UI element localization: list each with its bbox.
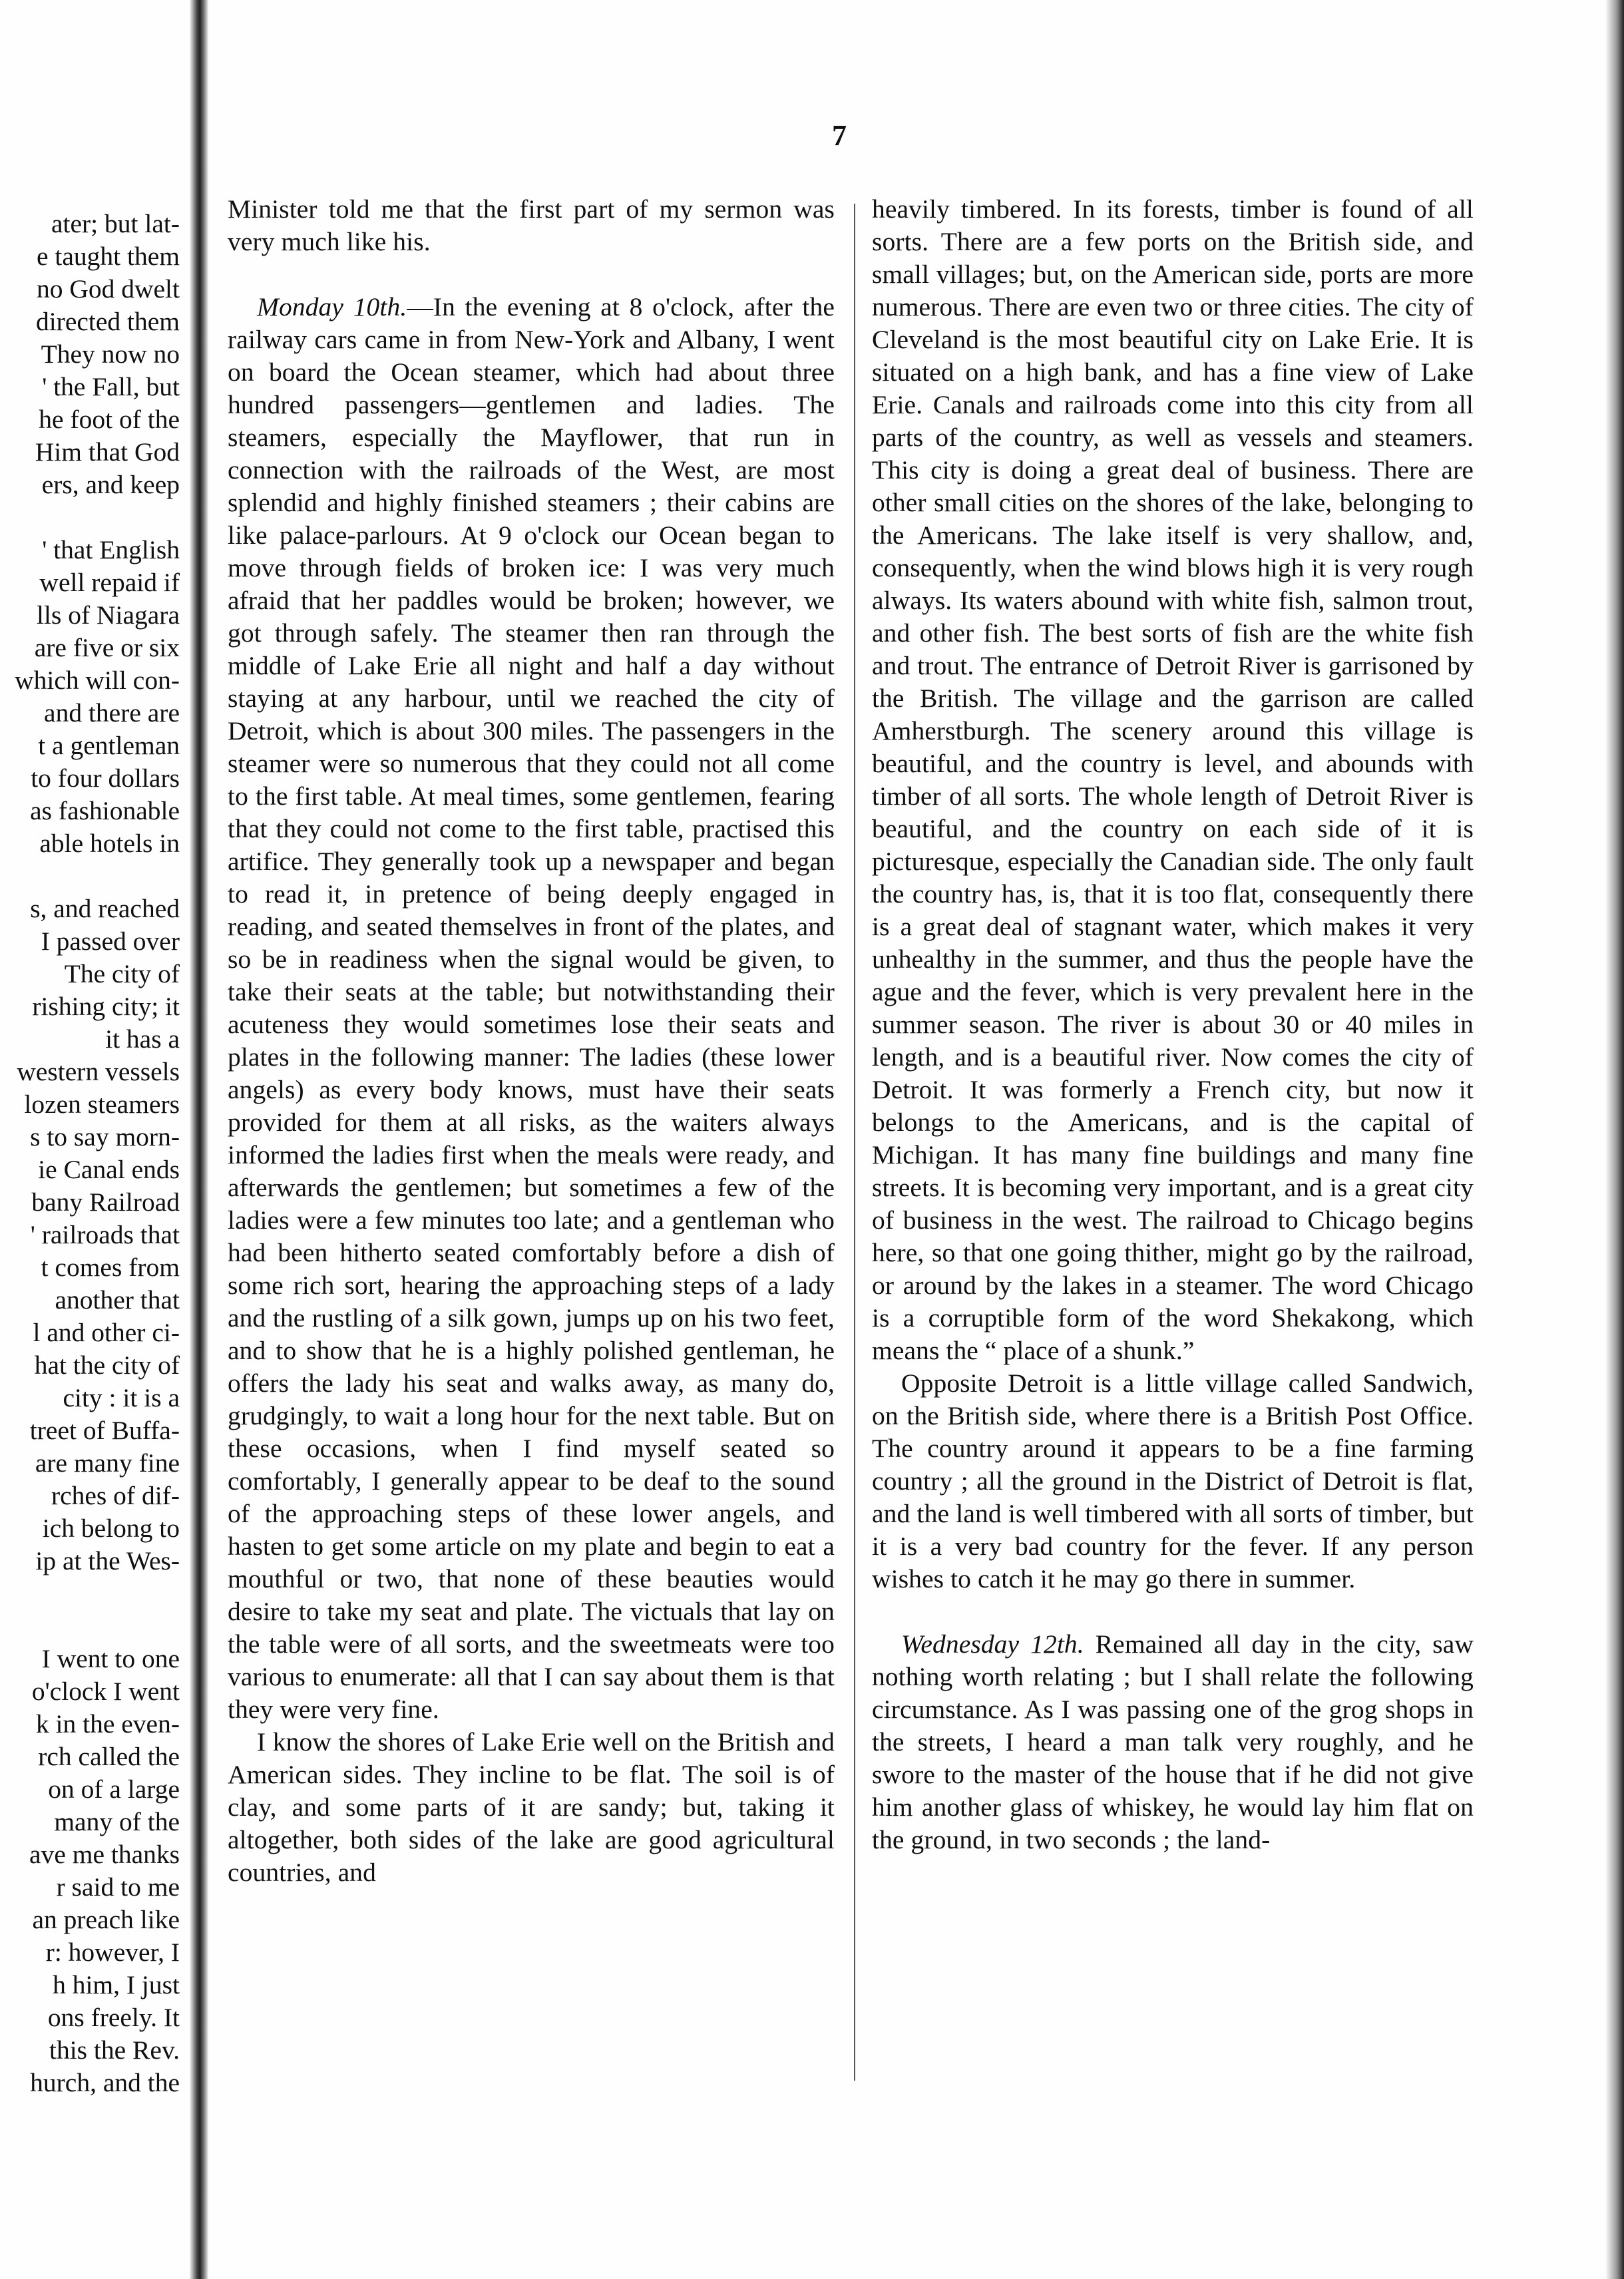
fragment-line: s to say morn- <box>30 1122 180 1151</box>
right-text-column <box>872 193 1474 1856</box>
left-text-column <box>228 193 835 1889</box>
fragment-line: an preach like <box>32 1905 180 1934</box>
blank-line <box>0 860 180 893</box>
fragment-line: and there are <box>44 698 180 727</box>
fragment-line: l and other ci- <box>33 1318 180 1347</box>
fragment-line: rishing city; it <box>32 992 180 1021</box>
fragment-line: another that <box>55 1285 180 1315</box>
fragment-line: They now no <box>41 339 180 369</box>
fragment-line: The city of <box>64 959 180 988</box>
blank-line <box>0 1577 180 1610</box>
entry-date: Monday 10th. <box>257 292 407 321</box>
blank-line <box>0 501 180 534</box>
fragment-line: are five or six <box>34 633 180 662</box>
book-gutter-shadow <box>190 0 208 2279</box>
fragment-line: able hotels in <box>39 829 180 858</box>
paragraph-wednesday <box>872 1628 1474 1856</box>
fragment-line: e taught them <box>37 242 180 271</box>
fragment-line: which will con- <box>15 666 180 695</box>
fragment-line: ich belong to <box>42 1514 180 1543</box>
fragment-line: are many fine <box>35 1448 180 1478</box>
paragraph-lake-erie-shores: I know the shores of Lake Erie well on the British and American sides. They incline to be flat. The soil is of clay, and some parts of it are sandy; but, taking it altogether, both sides of the lake are good agricultural countries, and <box>228 1727 835 1887</box>
fragment-line: no God dwelt <box>36 274 180 304</box>
fragment-line: ' railroads that <box>30 1220 180 1249</box>
fragment-line: ie Canal ends <box>38 1155 180 1184</box>
paragraph-timber-detroit: heavily timbered. In its forests, timber is found of all sorts. There are a few ports on the British side, and small villages; but, on the American side, ports are more numerous. There are even two or three cities. The city of Cleveland is the most beautiful city on Lake Erie. It is situated on a high bank, and has a fine view of Lake Erie. Canals and railroads come into this city from all parts of the country, as well as vessels and steamers. This city is doing a great deal of business. There are other small cities on the shores of the lake, belonging to the Americans. The lake itself is very shallow, and, consequently, when the wind blows high it is very rough always. Its waters abound with white fish, salmon trout, and other fish. The best sorts of fish are the white fish and trout. The entrance of Detroit River is garrisoned by the British. The village and the garrison are called Amherstburgh. The scenery around this village is beautiful, and the country is level, and abounds with timber of all sorts. The whole length of Detroit River is beautiful, and the country on each side of it is picturesque, especially the Canadian side. The only fault the country has, is, that it is too flat, consequently there is a great deal of stagnant water, which makes it very unhealthy in the summer, and thus the people have the ague and the fever, which is very prevalent here in the summer season. The river is about 30 or 40 miles in length, and is a beautiful river. Now comes the city of Detroit. It was formerly a French city, but now it belongs to the Americans, and is the capital of Michigan. It has many fine buildings and many fine streets. It is becoming very important, and is a great city of business in the west. The railroad to Chicago begins here, so that one going thither, might go by the railroad, or around by the lakes in a steamer. The word Chicago is a corruptible form of the word Shekakong, which means the “ place of a shunk.” <box>872 194 1474 1365</box>
fragment-line: many of the <box>54 1807 180 1836</box>
paragraph-continuation: Minister told me that the first part of my sermon was very much like his. <box>228 194 835 256</box>
blank-line <box>0 1610 180 1643</box>
fragment-line: he foot of the <box>39 405 180 434</box>
fragment-line: this the Rev. <box>49 2035 180 2065</box>
entry-date: Wednesday 12th. <box>901 1629 1084 1659</box>
fragment-line: ip at the Wes- <box>35 1546 180 1575</box>
fragment-line: ers, and keep <box>41 470 180 499</box>
fragment-line: lls of Niagara <box>37 600 180 630</box>
fragment-line: hat the city of <box>34 1350 180 1380</box>
fragment-line: ater; but lat- <box>51 209 180 238</box>
fragment-line: bany Railroad <box>31 1187 180 1217</box>
fragment-line: rches of dif- <box>51 1481 180 1510</box>
fragment-line: t a gentleman <box>38 731 180 760</box>
fragment-line: lozen steamers <box>24 1090 180 1119</box>
fragment-line: t comes from <box>41 1253 180 1282</box>
previous-page-text-fragment <box>0 208 180 2099</box>
fragment-line: ' that English <box>42 535 180 564</box>
fragment-line: directed them <box>35 307 180 336</box>
fragment-line: ons freely. It <box>47 2003 180 2032</box>
fragment-line: r said to me <box>56 1872 180 1902</box>
page-edge-shadow <box>1605 0 1624 2279</box>
fragment-line: k in the even- <box>35 1709 180 1739</box>
fragment-line: hurch, and the <box>30 2068 180 2097</box>
fragment-line: well repaid if <box>39 568 180 597</box>
fragment-line: ' the Fall, but <box>42 372 180 401</box>
fragment-line: it has a <box>105 1024 180 1054</box>
paragraph-monday <box>228 291 835 1726</box>
fragment-line: city : it is a <box>63 1383 180 1412</box>
fragment-line: I went to one <box>41 1644 180 1673</box>
column-divider <box>854 204 855 2081</box>
fragment-line: treet of Buffa- <box>29 1416 180 1445</box>
paragraph-sandwich: Opposite Detroit is a little village called Sandwich, on the British side, where there is a British Post Office. The country around it appears to be a fine farming country ; all the ground in the District of Detroit is flat, and the land is well timbered with all sorts of timber, but it is a very bad country for the fever. If any person wishes to catch it he may go there in summer. <box>872 1368 1474 1593</box>
fragment-line: I passed over <box>41 927 180 956</box>
fragment-line: o'clock I went <box>31 1677 180 1706</box>
page-number: 7 <box>832 119 847 152</box>
fragment-line: Him that God <box>35 437 180 467</box>
fragment-line: s, and reached <box>30 894 180 923</box>
entry-text: —In the evening at 8 o'clock, after the railway cars came in from New-York and Albany, I went on board the Ocean steamer, which had about three hundred passengers—gentlemen and ladies. The steamers, especially the Mayflower, that run in connection with the railroads of the West, are most splendid and highly finished steamers ; their cabins are like palace-parlours. At 9 o'clock our Ocean began to move through fields of broken ice: I was very much afraid that her paddles would be broken; however, we got through safely. The steamer then ran through the middle of Lake Erie all night and half a day without staying at any harbour, until we reached the city of Detroit, which is about 300 miles. The passengers in the steamer were so numerous that they could not all come to the first table. At meal times, some gentlemen, fearing that they could not come to the first table, practised this artifice. They generally took up a newspaper and began to read it, in pretence of being deeply engaged in reading, and seated themselves in front of the plates, and so be in readiness when the signal would be given, to take their seats at the table; but notwithstanding their acuteness they would sometimes lose their seats and plates in the following manner: The ladies (these lower angels) as every body knows, must have their seats provided for them at all risks, as the waiters always informed the ladies first when the meals were ready, and afterwards the gentlemen; but sometimes a few of the ladies were a few minutes too late; and a gentleman who had been hitherto seated comfortably before a dish of some rich sort, hearing the approaching steps of a lady and the rustling of a silk gown, jumps up on his two feet, and to show that he is a highly polished gentleman, he offers the lady his seat and walks away, as many do, grudgingly, to wait a long hour for the next table. But on these occasions, when I find myself seated so comfortably, I generally appear to be deaf to the sound of the approaching steps of these lower angels, and hasten to get some article on my plate and begin to eat a mouthful or two, that none of these beauties would desire to take my seat and plate. The victuals that lay on the table were of all sorts, and the sweetmeats were too various to enumerate: all that I can say about them is that they were very fine. <box>228 292 835 1724</box>
fragment-line: to four dollars <box>31 763 180 793</box>
fragment-line: h him, I just <box>53 1970 180 1999</box>
fragment-line: on of a large <box>48 1774 180 1804</box>
fragment-line: rch called the <box>38 1742 180 1771</box>
fragment-line: ave me thanks <box>29 1840 180 1869</box>
fragment-line: western vessels <box>17 1057 180 1086</box>
entry-text: Remained all day in the city, saw nothing worth relating ; but I shall relate the following circumstance. As I was passing one of the grog shops in the streets, I heard a man talk very roughly, and he swore to the master of the house that if he did not give him another glass of whiskey, he would lay him flat on the ground, in two seconds ; the land- <box>872 1629 1474 1854</box>
fragment-line: as fashionable <box>30 796 180 825</box>
fragment-line: r: however, I <box>45 1938 180 1967</box>
